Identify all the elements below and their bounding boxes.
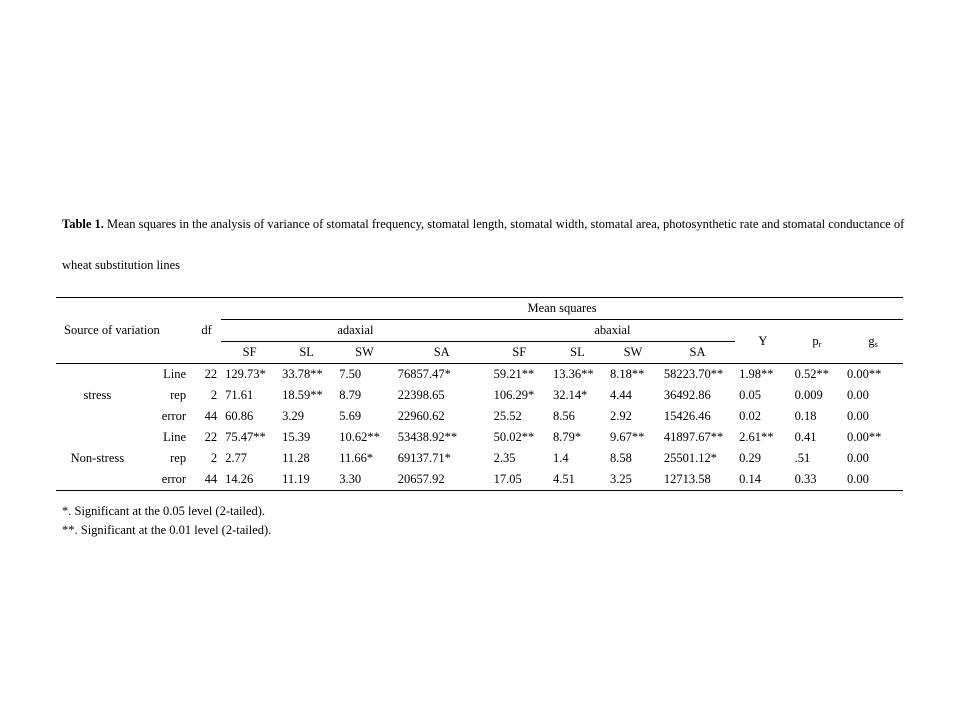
term-label: Line [163, 367, 187, 381]
value-cell: 8.58 [609, 451, 632, 465]
header-adaxial-sf: SF [221, 342, 278, 364]
value-cell: 3.29 [282, 409, 305, 423]
value-cell: 22960.62 [397, 409, 445, 423]
value-cell: 53438.92** [397, 430, 458, 444]
value-cell: 9.67** [609, 430, 645, 444]
value-cell: 7.50 [339, 367, 362, 381]
value-cell: 0.52** [794, 367, 829, 381]
value-cell: 0.00 [847, 388, 869, 402]
term-label: error [161, 409, 187, 423]
table-notes [62, 502, 271, 540]
df-cell: 44 [192, 469, 221, 491]
value-cell: 0.00** [847, 367, 882, 381]
value-cell: 15.39 [282, 430, 311, 444]
value-cell: 17.05 [490, 469, 549, 491]
header-adaxial-sw: SW [335, 342, 394, 364]
value-cell: 13.36** [552, 367, 594, 381]
value-cell: 2.77 [225, 451, 247, 465]
value-cell: 58223.70** [663, 367, 724, 381]
value-cell: 41897.67** [663, 430, 724, 444]
table-row [56, 364, 903, 386]
value-cell: 33.78** [282, 367, 323, 381]
value-cell: 25501.12* [663, 451, 718, 465]
value-cell: 59.21** [493, 367, 535, 381]
value-cell: 0.02 [739, 409, 762, 423]
value-cell: 0.41 [794, 430, 817, 444]
value-cell: 8.18** [609, 367, 645, 381]
term-label: Line [163, 430, 187, 444]
table-body [56, 364, 903, 491]
header-adaxial: adaxial [221, 320, 490, 342]
value-cell: 0.33 [791, 469, 843, 491]
table-row [56, 385, 903, 406]
value-cell: 4.51 [549, 469, 606, 491]
value-cell: 71.61 [225, 388, 254, 402]
value-cell: 20657.92 [394, 469, 490, 491]
value-cell: 0.05 [739, 388, 762, 402]
df-cell: 2 [210, 388, 218, 402]
group-label: Non-stress [56, 427, 139, 491]
value-cell: 76857.47* [397, 367, 451, 381]
value-cell: 25.52 [493, 409, 522, 423]
value-cell: 10.62** [339, 430, 380, 444]
table-label: Table 1. [62, 217, 104, 231]
header-abaxial-sl: SL [549, 342, 606, 364]
value-cell: 22398.65 [397, 388, 445, 402]
header-source: Source of variation [56, 298, 192, 364]
header-adaxial-sl: SL [278, 342, 335, 364]
value-cell: 11.66* [339, 451, 374, 465]
df-cell: 22 [204, 430, 218, 444]
header-gs-base: g [868, 334, 875, 348]
value-cell: 0.00 [847, 451, 869, 465]
header-adaxial-sa: SA [394, 342, 490, 364]
value-cell: 11.19 [278, 469, 335, 491]
note-p01: **. Significant at the 0.01 level (2-tailed). [62, 523, 272, 537]
header-pr-base: p [812, 334, 819, 348]
value-cell: 15426.46 [663, 409, 711, 423]
value-cell: 2.92 [609, 409, 632, 423]
value-cell: 36492.86 [663, 388, 711, 402]
group-label: stress [83, 388, 112, 402]
term-label: rep [170, 451, 187, 465]
value-cell: 0.00 [847, 409, 869, 423]
value-cell: 0.29 [739, 451, 762, 465]
caption-text: Mean squares in the analysis of variance of stomatal frequency, stomatal length, stomatal width, stomatal area, photosynthetic rate and stomatal conductance of wheat substitution lines [62, 217, 905, 272]
value-cell: 3.30 [335, 469, 394, 491]
df-cell: 44 [204, 409, 218, 423]
header-mean-squares: Mean squares [221, 298, 903, 320]
value-cell: 0.00 [843, 469, 903, 491]
value-cell: 32.14* [552, 388, 588, 402]
value-cell: 75.47** [225, 430, 266, 444]
value-cell: 2.61** [739, 430, 774, 444]
header-pr-sub: r [818, 340, 822, 349]
value-cell: 8.79 [339, 388, 362, 402]
header-abaxial-sa: SA [660, 342, 735, 364]
value-cell: 69137.71* [397, 451, 451, 465]
value-cell: 4.44 [609, 388, 632, 402]
value-cell: 129.73* [225, 367, 266, 381]
term-label: rep [170, 388, 187, 402]
df-cell: 2 [210, 451, 218, 465]
value-cell: 106.29* [493, 388, 535, 402]
df-cell: 22 [204, 367, 218, 381]
header-abaxial-sf: SF [490, 342, 549, 364]
value-cell: 1.4 [552, 451, 569, 465]
value-cell: 12713.58 [660, 469, 735, 491]
value-cell: 5.69 [339, 409, 362, 423]
note-p05: *. Significant at the 0.05 level (2-tailed). [62, 504, 266, 518]
value-cell: 14.26 [221, 469, 278, 491]
table-caption [62, 204, 912, 286]
value-cell: 8.56 [552, 409, 575, 423]
term-label: error [139, 469, 192, 491]
header-y: Y [735, 320, 790, 364]
value-cell: 8.79* [552, 430, 582, 444]
anova-table [56, 297, 903, 491]
header-row-1 [56, 298, 903, 320]
value-cell: 0.14 [735, 469, 790, 491]
header-df: df [192, 298, 221, 364]
value-cell: .51 [794, 451, 811, 465]
value-cell: 11.28 [282, 451, 310, 465]
value-cell: 1.98** [739, 367, 774, 381]
header-abaxial-sw: SW [606, 342, 660, 364]
value-cell: 50.02** [493, 430, 535, 444]
table-row [56, 427, 903, 448]
table-row [56, 406, 903, 427]
value-cell: 2.35 [493, 451, 516, 465]
header-gs [843, 320, 903, 364]
table-row [56, 469, 903, 491]
header-pr [791, 320, 843, 364]
value-cell: 60.86 [225, 409, 254, 423]
header-gs-sub: s [874, 340, 878, 349]
value-cell: 3.25 [606, 469, 660, 491]
value-cell: 18.59** [282, 388, 323, 402]
header-abaxial: abaxial [490, 320, 735, 342]
value-cell: 0.00** [847, 430, 882, 444]
value-cell: 0.009 [794, 388, 823, 402]
value-cell: 0.18 [794, 409, 817, 423]
table-row [56, 448, 903, 469]
